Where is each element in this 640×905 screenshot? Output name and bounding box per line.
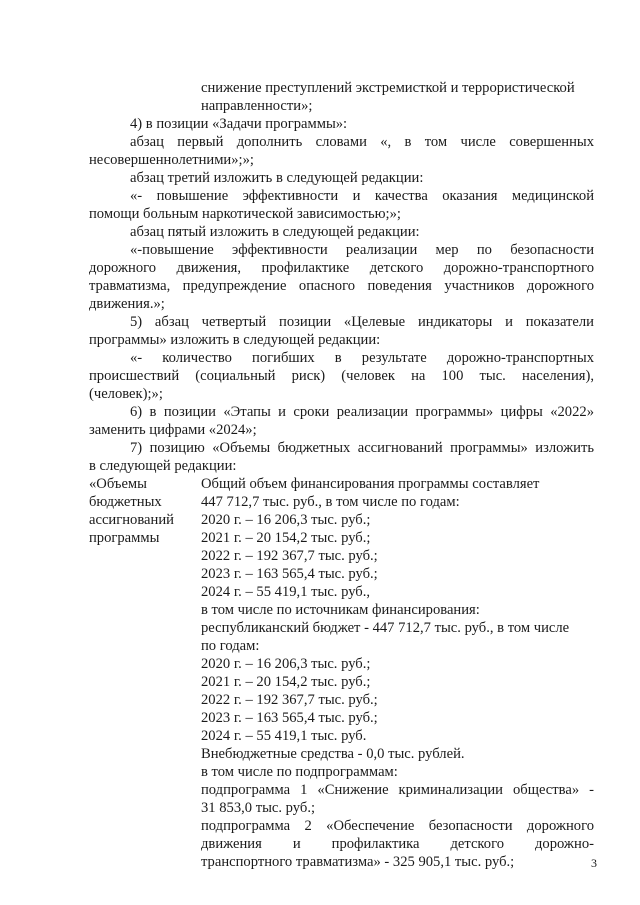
table-value-line: 2021 г. – 20 154,2 тыс. руб.; (201, 674, 371, 690)
table-value-line: подпрограмма 1 «Снижение криминализации общества» - (201, 782, 594, 798)
body-line: помощи больным наркотической зависимостью;»; (89, 206, 401, 222)
table-value-line: 2024 г. – 55 419,1 тыс. руб., (201, 584, 371, 600)
table-value-line: 2020 г. – 16 206,3 тыс. руб.; (201, 512, 371, 528)
table-label-line: «Объемы (89, 476, 147, 492)
body-line: в следующей редакции: (89, 458, 237, 474)
table-value-line: в том числе по источникам финансирования: (201, 602, 480, 618)
table-value-line: республиканский бюджет - 447 712,7 тыс. руб., в том числе (201, 620, 570, 636)
body-line: 6) в позиции «Этапы и сроки реализации программы» цифры «2022» (130, 404, 594, 420)
table-value-line: подпрограмма 2 «Обеспечение безопасности дорожного (201, 818, 594, 834)
body-line: «-повышение эффективности реализации мер по безопасности (130, 242, 594, 258)
body-line: 7) позицию «Объемы бюджетных ассигнований программы» изложить (130, 440, 594, 456)
table-value-line: Общий объем финансирования программы составляет (201, 476, 540, 492)
body-line: происшествий (социальный риск) (человек на 100 тыс. населения), (89, 368, 594, 384)
body-line: заменить цифрами «2024»; (89, 422, 257, 438)
table-value-line: 2023 г. – 163 565,4 тыс. руб.; (201, 566, 378, 582)
table-value-line: по годам: (201, 638, 260, 654)
table-value-line: движения и профилактика детского дорожно- (201, 836, 594, 852)
table-label-line: ассигнований (89, 512, 174, 528)
body-line: травматизма, предупреждение опасного поведения участников дорожного (89, 278, 594, 294)
body-line: движения.»; (89, 296, 165, 312)
body-line: программы» изложить в следующей редакции: (89, 332, 381, 348)
body-line: 4) в позиции «Задачи программы»: (130, 116, 348, 132)
table-value-line: транспортного травматизма» - 325 905,1 тыс. руб.; (201, 854, 515, 870)
body-line: «- количество погибших в результате дорожно-транспортных (130, 350, 594, 366)
table-value-line: 2020 г. – 16 206,3 тыс. руб.; (201, 656, 371, 672)
body-line: абзац третий изложить в следующей редакции: (130, 170, 424, 186)
table-value-line: в том числе по подпрограммам: (201, 764, 398, 780)
table-value-line: 447 712,7 тыс. руб., в том числе по годам: (201, 494, 460, 510)
body-line: несовершеннолетними»;»; (89, 152, 254, 168)
body-line: дорожного движения, профилактике детского дорожно-транспортного (89, 260, 594, 276)
table-label-line: бюджетных (89, 494, 162, 510)
body-line: снижение преступлений экстремисткой и террористической (201, 80, 575, 96)
body-line: абзац пятый изложить в следующей редакции: (130, 224, 420, 240)
table-label-line: программы (89, 530, 160, 546)
body-line: 5) абзац четвертый позиции «Целевые индикаторы и показатели (130, 314, 594, 330)
table-value-line: 2023 г. – 163 565,4 тыс. руб.; (201, 710, 378, 726)
table-value-line: 2022 г. – 192 367,7 тыс. руб.; (201, 692, 378, 708)
page-number: 3 (591, 856, 597, 870)
table-value-line: 31 853,0 тыс. руб.; (201, 800, 316, 816)
body-line: абзац первый дополнить словами «, в том числе совершенных (130, 134, 594, 150)
body-line: направленности»; (201, 98, 313, 114)
body-line: «- повышение эффективности и качества оказания медицинской (130, 188, 594, 204)
table-value-line: 2022 г. – 192 367,7 тыс. руб.; (201, 548, 378, 564)
body-line: (человек);»; (89, 386, 163, 402)
table-value-line: 2021 г. – 20 154,2 тыс. руб.; (201, 530, 371, 546)
table-value-line: 2024 г. – 55 419,1 тыс. руб. (201, 728, 367, 744)
table-value-line: Внебюджетные средства - 0,0 тыс. рублей. (201, 746, 465, 762)
